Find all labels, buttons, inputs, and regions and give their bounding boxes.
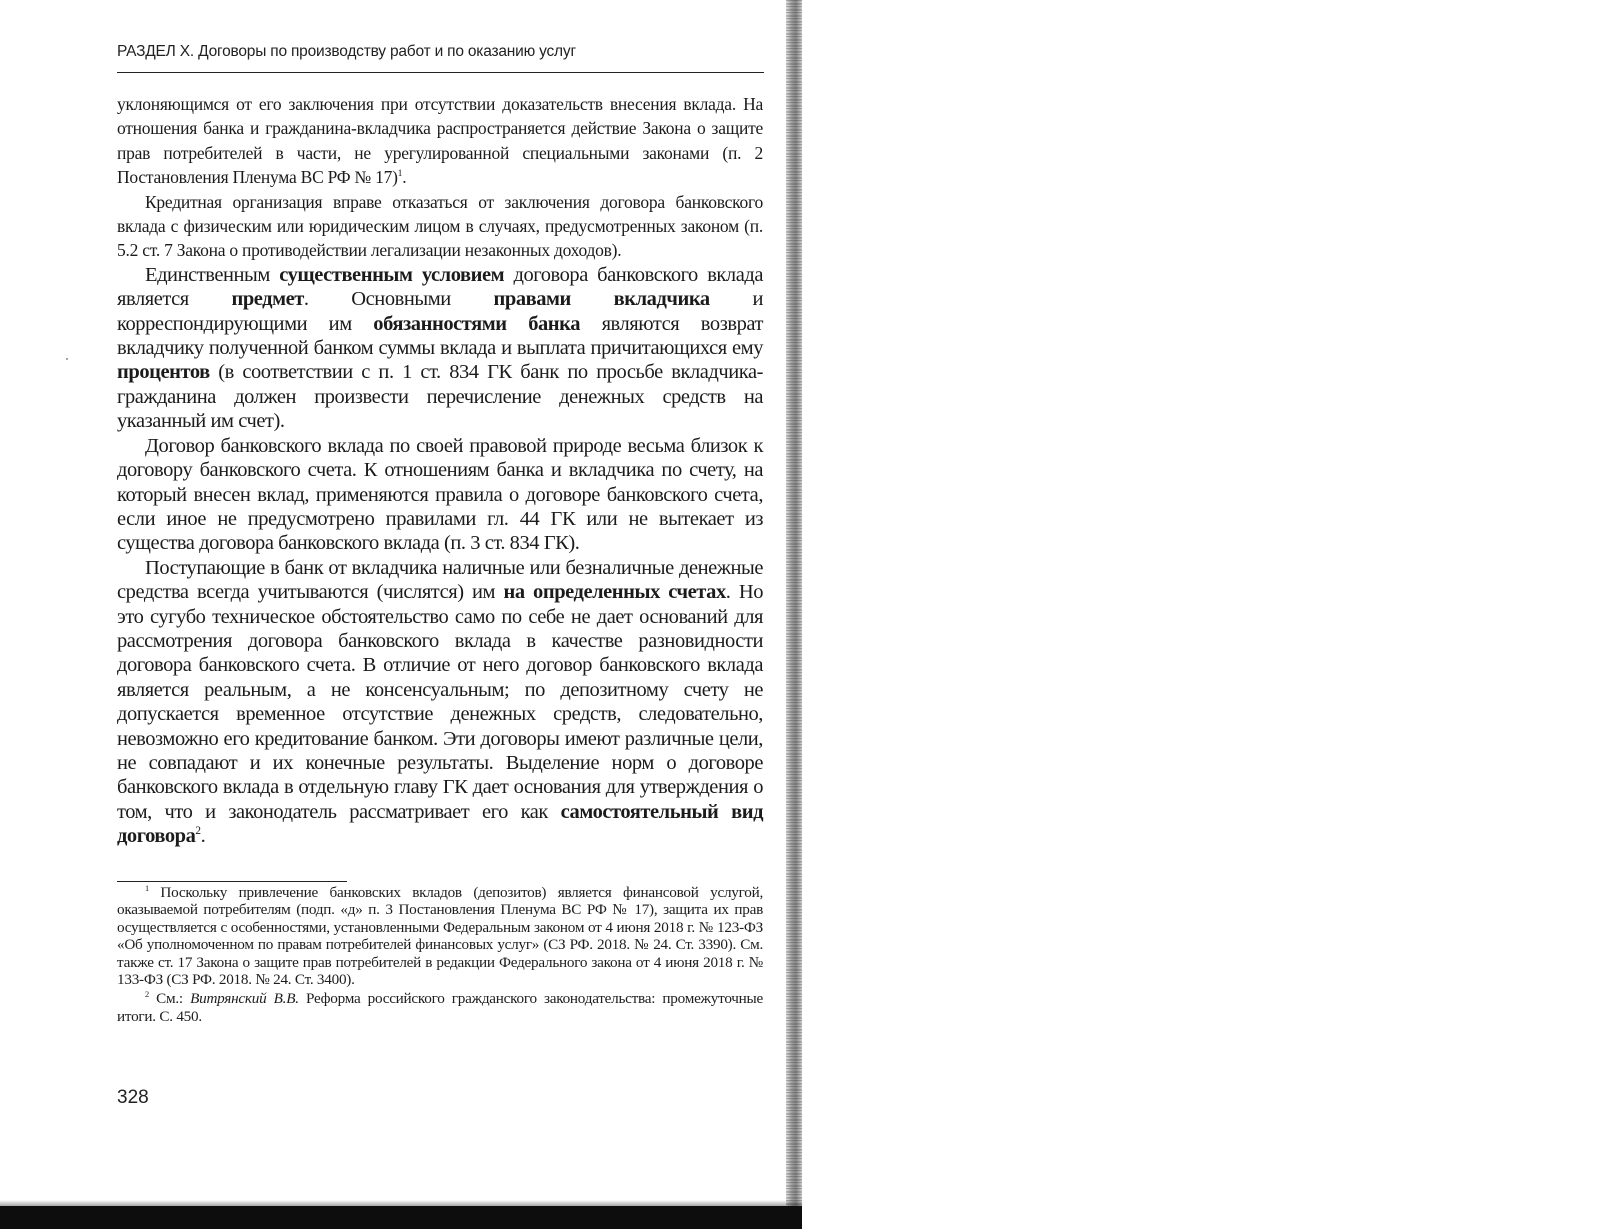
main-block <box>117 263 763 849</box>
paragraph-3-text-1: Единственным <box>145 263 280 286</box>
paragraph-3-text-4: и корреспондирующими им <box>117 288 763 335</box>
paragraph-5-text-2: . Но это сугубо техническое обстоятельство само по себе не дает оснований для рассмотрения договора банковского вклада в качестве разновидности договора банковского счета. В отличие от него договор банковского вклада является реальным, а не консенсуальным; по депозитному счету не допускается временное отсутствие денежных средств, следовательно, невозможно его кредитование банком. Эти договоры имеют различные цели, не совпадают и их конечные результаты. Выделение норм о договоре банковского вклада в отдельную главу ГК дает основания для утверждения о том, что и законодатель рассматривает его как <box>117 581 763 823</box>
footnote-2-author: Витрянский В.В. <box>190 990 299 1008</box>
paragraph-2-text: Кредитная организация вправе отказаться от заключения договора банковского вклада с физическим или юридическим лицом в случаях, предусмотренных законом (п. 5.2 ст. 7 Закона о противодействии легализации незаконных доходов). <box>117 191 763 261</box>
footnote-1 <box>117 884 763 988</box>
paragraph-3-text-2: договора банковского вклада является <box>117 263 763 311</box>
footnote-1-text: Поскольку привлечение банковских вкладов (депозитов) является финансовой услугой, оказываемой потребителям (подп. «д» п. 3 Постановления Пленума ВС РФ № 17), защита их прав осуществляется с особенностями, установленными Федеральным законом от 4 июня 2018 г. № 123-ФЗ «Об уполномоченном по правам потребителей финансовых услуг» (СЗ РФ. 2018. № 24. Ст. 3390). См. также ст. 17 Закона о защите прав потребителей в редакции Федерального закона от 4 июня 2018 г. № 133-ФЗ (СЗ РФ. 2018. № 24. Ст. 3400). <box>117 884 763 989</box>
term-specific-accounts: на определенных счетах <box>503 581 726 604</box>
footnote-2-mark: 2 <box>145 990 149 1000</box>
paragraph-3-text-5: являются возврат вкладчику полученной банком суммы вклада и выплата причитающихся ему <box>117 312 764 360</box>
body-text <box>117 92 763 849</box>
running-head: РАЗДЕЛ X. Договоры по производству работ и по оказанию услуг <box>117 43 576 60</box>
term-bank-duties: обязанностями банка <box>373 312 581 335</box>
paragraph-5-end: . <box>200 825 206 848</box>
paragraph-1-text: уклоняющимся от его заключения при отсутствии доказательств внесения вклада. На отношения банка и гражданина-вкладчика распространяется действие Закона о защите прав потребителей в части, не урегулированной специальными законами (п. 2 Постановления Пленума ВС РФ № 17) <box>117 94 763 188</box>
paragraph-4-text: Договор банковского вклада по своей правовой природе весьма близок к договору банковского счета. К отношениям банка и вкладчика по счету, на который внесен вклад, применяются правила о договоре банковского счета, если иное не предусмотрено правилами гл. 44 ГК или не вытекает из существа договора банковского вклада (п. 3 ст. 834 ГК). <box>117 434 763 555</box>
term-subject: предмет <box>231 288 304 311</box>
header-rule <box>117 72 764 73</box>
term-interest: процентов <box>117 361 210 384</box>
term-essential-condition: существенным условием <box>279 263 505 286</box>
paragraph-1 <box>117 92 763 190</box>
paragraph-5-text-1: Поступающие в банк от вкладчика наличные или безналичные денежные средства всегда учитываются (числятся) им <box>117 556 763 604</box>
term-depositor-rights: правами вкладчика <box>493 288 710 311</box>
term-independent-contract: самостоятельный вид договора <box>117 800 763 848</box>
footnote-ref-2[interactable]: 2 <box>195 825 201 838</box>
footnote-2-text: Реформа российского гражданского законодательства: промежуточные итоги. С. 450. <box>117 990 763 1025</box>
scan-gutter-edge <box>786 0 802 1210</box>
paragraph-5 <box>117 556 763 849</box>
footnote-ref-1[interactable]: 1 <box>397 168 403 180</box>
lead-block <box>117 92 763 263</box>
scan-speck <box>66 358 68 360</box>
paragraph-3 <box>117 263 763 434</box>
page-number: 328 <box>117 1087 149 1108</box>
footnote-2 <box>117 990 763 1025</box>
paragraph-3-text-3: . Основными <box>303 288 494 311</box>
scan-bottom-band <box>0 1206 802 1229</box>
paragraph-2 <box>117 190 763 263</box>
footnotes <box>117 884 763 1025</box>
footnote-2-pre: См.: <box>156 990 191 1008</box>
paragraph-3-text-6: (в соответствии с п. 1 ст. 834 ГК банк по просьбе вкладчика-гражданина должен произвести перечисление денежных средств на указанный им счет). <box>117 361 763 433</box>
footnote-1-mark: 1 <box>145 883 149 893</box>
paragraph-1-end: . <box>402 167 407 188</box>
footnote-rule <box>117 881 347 882</box>
paragraph-4 <box>117 434 763 556</box>
